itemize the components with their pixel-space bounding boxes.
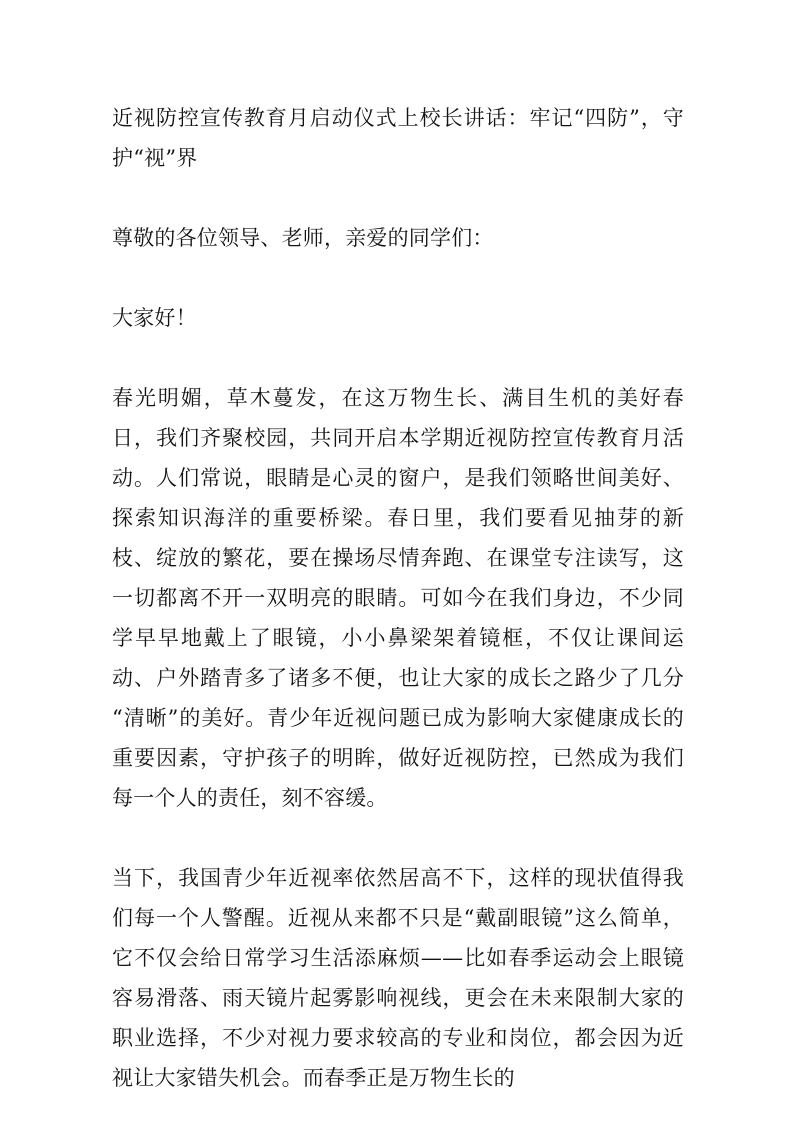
body-paragraph-2: 当下，我国青少年近视率依然居高不下，这样的现状值得我们每一个人警醒。近视从来都不只是“戴副眼镜”这么简单，它不仅会给日常学习生活添麻烦——比如春季运动会上眼镜容易滑落、雨天镜片起雾影响视线，更会在未来限制大家的职业选择，不少对视力要求较高的专业和岗位，都会因为近视让大家错失机会。而春季正是万物生长的	[112, 866, 684, 1090]
salutation-line: 尊敬的各位领导、老师，亲爱的同学们：	[112, 226, 494, 250]
greeting-line: 大家好！	[112, 306, 197, 330]
document-title: 近视防控宣传教育月启动仪式上校长讲话：牢记“四防”，守护“视”界	[112, 106, 684, 170]
document-body	[112, 98, 684, 1098]
body-paragraph-1: 春光明媚，草木蔓发，在这万物生长、满目生机的美好春日，我们齐聚校园，共同开启本学期近视防控宣传教育月活动。人们常说，眼睛是心灵的窗户，是我们领略世间美好、探索知识海洋的重要桥梁。春日里，我们要看见抽芽的新枝、绽放的繁花，要在操场尽情奔跑、在课堂专注读写，这一切都离不开一双明亮的眼睛。可如今在我们身边，不少同学早早地戴上了眼镜，小小鼻梁架着镜框，不仅让课间运动、户外踏青多了诸多不便，也让大家的成长之路少了几分“清晰”的美好。青少年近视问题已成为影响大家健康成长的重要因素，守护孩子的明眸，做好近视防控，已然成为我们每一个人的责任，刻不容缓。	[112, 386, 684, 810]
